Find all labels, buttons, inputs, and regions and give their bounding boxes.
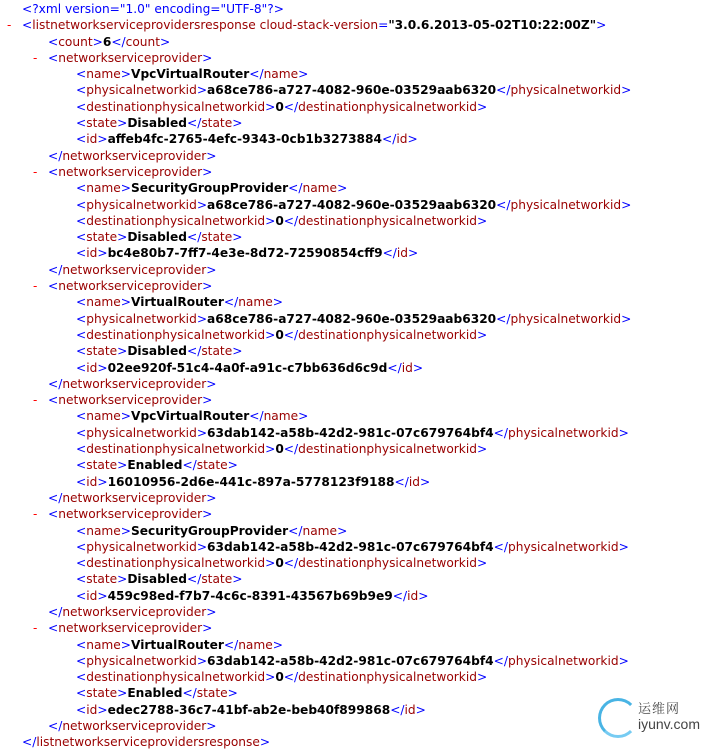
provider-destinationphysicalnetworkid-element: <destinationphysicalnetworkid>0</destinationphysicalnetworkid> (76, 327, 488, 342)
provider-open-tag: - <networkserviceprovider> (33, 279, 213, 294)
provider-physicalnetworkid-element: <physicalnetworkid>a68ce786-a727-4082-960e-03529aab6320</physicalnetworkid> (76, 83, 632, 98)
provider-name-value: VpcVirtualRouter (131, 67, 250, 82)
provider-destinationphysicalnetworkid-value: 0 (275, 213, 284, 228)
provider-name-element: <name>SecurityGroupProvider</name> (76, 181, 348, 196)
provider-id-element: <id>affeb4fc-2765-4efc-9343-0cb1b3273884</id> (76, 132, 418, 147)
provider-destinationphysicalnetworkid-element: <destinationphysicalnetworkid>0</destinationphysicalnetworkid> (76, 670, 488, 685)
network-service-provider (0, 506, 714, 620)
provider-physicalnetworkid-element: <physicalnetworkid>63dab142-a58b-42d2-981c-07c679764bf4</physicalnetworkid> (76, 425, 629, 440)
site-watermark (598, 696, 706, 744)
provider-state-element: <state>Disabled</state> (76, 572, 243, 587)
provider-physicalnetworkid-element: <physicalnetworkid>63dab142-a58b-42d2-981c-07c679764bf4</physicalnetworkid> (76, 539, 629, 554)
provider-id-value: 02ee920f-51c4-4a0f-a91c-c7bb636d6c9d (107, 360, 388, 375)
collapse-toggle-provider[interactable]: - (33, 50, 38, 65)
count-element: <count>6</count> (48, 34, 171, 49)
provider-state-value: Disabled (127, 344, 187, 359)
collapse-toggle-provider[interactable]: - (33, 393, 38, 408)
provider-close-tag: </networkserviceprovider> (48, 490, 217, 505)
provider-name-element: <name>VirtualRouter</name> (76, 295, 283, 310)
xml-declaration-text: ?xml version="1.0" encoding="UTF-8"? (32, 2, 274, 16)
watermark-en-text: iyunv.com (638, 716, 700, 732)
swirl-logo-icon (598, 698, 638, 738)
collapse-toggle-provider[interactable]: - (33, 621, 38, 636)
provider-name-element: <name>VpcVirtualRouter</name> (76, 67, 309, 82)
collapse-toggle-provider[interactable]: - (33, 279, 38, 294)
provider-destinationphysicalnetworkid-value: 0 (275, 327, 284, 342)
provider-state-value: Disabled (127, 116, 187, 131)
provider-id-element: <id>bc4e80b7-7ff7-4e3e-8d72-72590854cff9</id> (76, 246, 419, 261)
provider-physicalnetworkid-value: 63dab142-a58b-42d2-981c-07c679764bf4 (207, 425, 494, 440)
provider-open-tag: - <networkserviceprovider> (33, 50, 213, 65)
provider-close-tag: </networkserviceprovider> (48, 262, 217, 277)
provider-close-tag: </networkserviceprovider> (48, 604, 217, 619)
provider-open-tag: - <networkserviceprovider> (33, 393, 213, 408)
provider-state-element: <state>Disabled</state> (76, 344, 243, 359)
provider-destinationphysicalnetworkid-value: 0 (275, 442, 284, 457)
provider-destinationphysicalnetworkid-value: 0 (275, 556, 284, 571)
provider-physicalnetworkid-value: 63dab142-a58b-42d2-981c-07c679764bf4 (207, 539, 494, 554)
network-service-provider (0, 392, 714, 506)
provider-state-element: <state>Disabled</state> (76, 230, 243, 245)
provider-destinationphysicalnetworkid-value: 0 (275, 99, 284, 114)
provider-id-element: <id>16010956-2d6e-441c-897a-5778123f9188</id> (76, 474, 431, 489)
provider-name-value: VpcVirtualRouter (131, 409, 250, 424)
watermark-cn-text: 运维网 (638, 702, 681, 717)
provider-destinationphysicalnetworkid-element: <destinationphysicalnetworkid>0</destinationphysicalnetworkid> (76, 99, 488, 114)
provider-physicalnetworkid-element: <physicalnetworkid>a68ce786-a727-4082-960e-03529aab6320</physicalnetworkid> (76, 311, 632, 326)
provider-physicalnetworkid-value: 63dab142-a58b-42d2-981c-07c679764bf4 (207, 653, 494, 668)
provider-name-value: VirtualRouter (131, 295, 224, 310)
root-attr-name: cloud-stack-version (259, 18, 379, 33)
provider-physicalnetworkid-element: <physicalnetworkid>63dab142-a58b-42d2-981c-07c679764bf4</physicalnetworkid> (76, 653, 629, 668)
provider-physicalnetworkid-value: a68ce786-a727-4082-960e-03529aab6320 (207, 83, 497, 98)
collapse-toggle-root[interactable]: - (7, 18, 12, 33)
provider-id-value: 459c98ed-f7b7-4c6c-8391-43567b69b9e9 (107, 588, 393, 603)
xml-document-view (0, 1, 714, 751)
provider-state-element: <state>Enabled</state> (76, 686, 238, 701)
provider-name-value: SecurityGroupProvider (131, 181, 289, 196)
provider-close-tag: </networkserviceprovider> (48, 148, 217, 163)
provider-physicalnetworkid-element: <physicalnetworkid>a68ce786-a727-4082-960e-03529aab6320</physicalnetworkid> (76, 197, 632, 212)
provider-id-element: <id>edec2788-36c7-41bf-ab2e-beb40f899868</id> (76, 702, 426, 717)
providers-list (0, 50, 714, 734)
provider-open-tag: - <networkserviceprovider> (33, 507, 213, 522)
collapse-toggle-provider[interactable]: - (33, 507, 38, 522)
provider-id-value: bc4e80b7-7ff7-4e3e-8d72-72590854cff9 (107, 246, 383, 261)
root-attr-value: "3.0.6.2013-05-02T10:22:00Z" (388, 18, 597, 33)
network-service-provider (0, 278, 714, 392)
provider-close-tag: </networkserviceprovider> (48, 376, 217, 391)
network-service-provider (0, 50, 714, 164)
collapse-toggle-provider[interactable]: - (33, 164, 38, 179)
provider-state-value: Disabled (127, 572, 187, 587)
provider-physicalnetworkid-value: a68ce786-a727-4082-960e-03529aab6320 (207, 311, 497, 326)
provider-destinationphysicalnetworkid-element: <destinationphysicalnetworkid>0</destinationphysicalnetworkid> (76, 442, 488, 457)
provider-name-element: <name>VpcVirtualRouter</name> (76, 409, 309, 424)
provider-open-tag: - <networkserviceprovider> (33, 164, 213, 179)
count-value: 6 (102, 34, 112, 49)
root-open-tag: - <listnetworkserviceprovidersresponse cloud-stack-version="3.0.6.2013-05-02T10:22:00Z"> (7, 18, 607, 33)
provider-physicalnetworkid-value: a68ce786-a727-4082-960e-03529aab6320 (207, 197, 497, 212)
provider-state-value: Disabled (127, 230, 187, 245)
root-close-tag: </listnetworkserviceprovidersresponse> (22, 735, 271, 750)
root-tag-name: listnetworkserviceprovidersresponse (32, 18, 256, 33)
provider-name-value: SecurityGroupProvider (131, 523, 289, 538)
provider-state-value: Enabled (127, 686, 183, 701)
provider-state-value: Enabled (127, 458, 183, 473)
provider-id-element: <id>459c98ed-f7b7-4c6c-8391-43567b69b9e9</id> (76, 588, 429, 603)
provider-state-element: <state>Disabled</state> (76, 116, 243, 131)
provider-close-tag: </networkserviceprovider> (48, 719, 217, 734)
provider-id-value: 16010956-2d6e-441c-897a-5778123f9188 (107, 474, 395, 489)
provider-id-element: <id>02ee920f-51c4-4a0f-a91c-c7bb636d6c9d</id> (76, 360, 424, 375)
provider-state-element: <state>Enabled</state> (76, 458, 238, 473)
network-service-provider (0, 164, 714, 278)
provider-id-value: edec2788-36c7-41bf-ab2e-beb40f899868 (107, 702, 391, 717)
provider-name-element: <name>VirtualRouter</name> (76, 637, 283, 652)
provider-destinationphysicalnetworkid-element: <destinationphysicalnetworkid>0</destinationphysicalnetworkid> (76, 213, 488, 228)
provider-name-element: <name>SecurityGroupProvider</name> (76, 523, 348, 538)
provider-destinationphysicalnetworkid-value: 0 (275, 670, 284, 685)
xml-declaration: <?xml version="1.0" encoding="UTF-8"?> (22, 2, 284, 16)
provider-destinationphysicalnetworkid-element: <destinationphysicalnetworkid>0</destinationphysicalnetworkid> (76, 556, 488, 571)
provider-id-value: affeb4fc-2765-4efc-9343-0cb1b3273884 (107, 132, 382, 147)
provider-name-value: VirtualRouter (131, 637, 224, 652)
provider-open-tag: - <networkserviceprovider> (33, 621, 213, 636)
